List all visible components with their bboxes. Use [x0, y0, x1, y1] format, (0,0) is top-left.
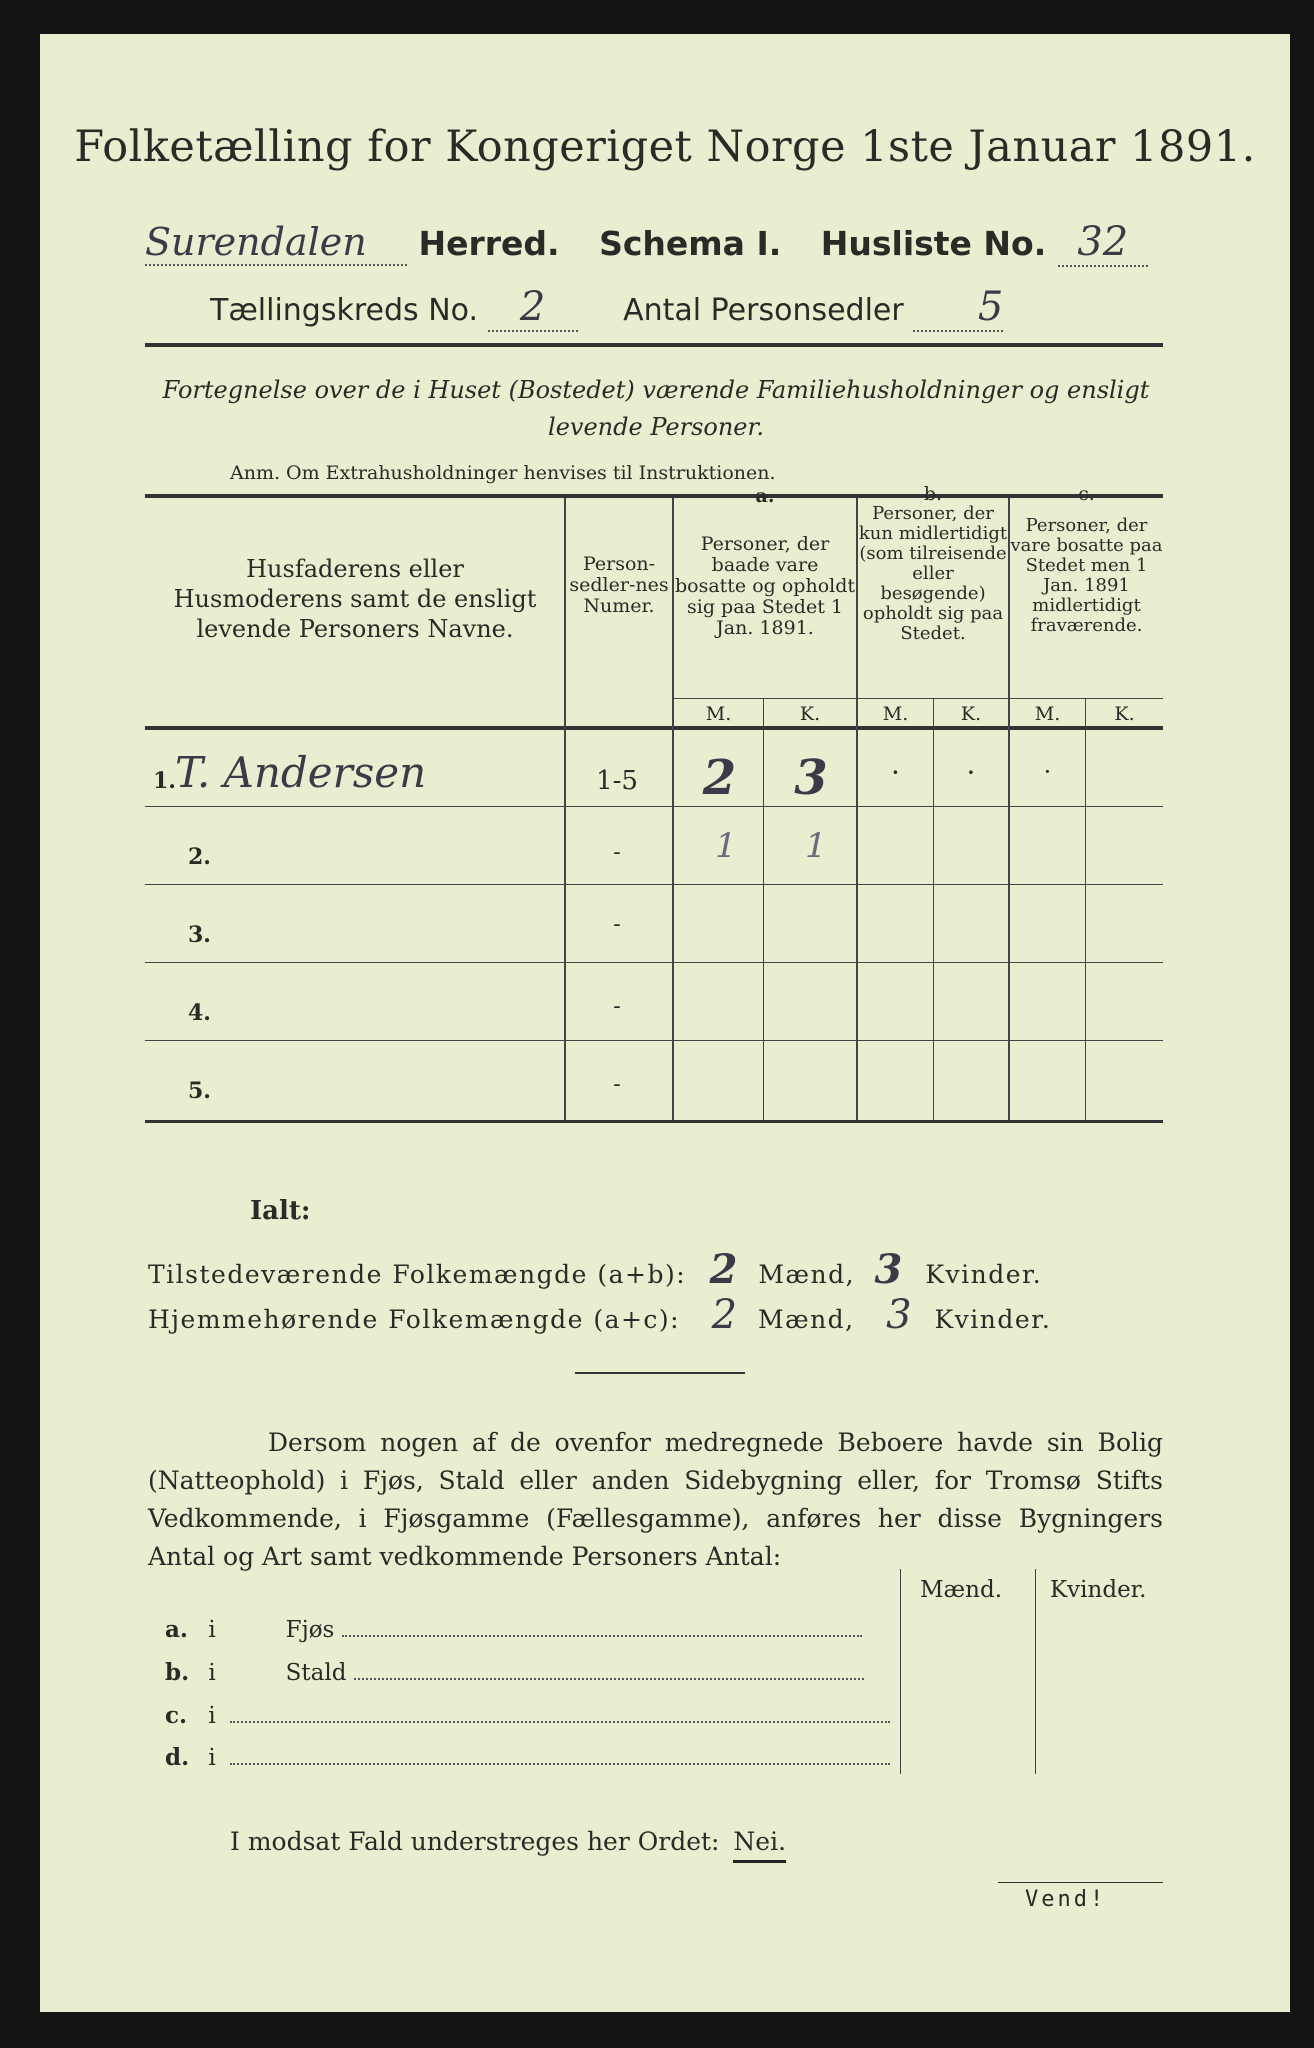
col-b-k: K. — [960, 703, 982, 725]
bld-letter: c. — [165, 1702, 188, 1729]
table-row — [145, 886, 1163, 964]
bld-letter: b. — [165, 1659, 190, 1686]
husliste-value: 32 — [1058, 219, 1148, 267]
row-num: - — [613, 912, 621, 937]
antal-value: 5 — [913, 284, 1003, 332]
col-header-a: Personer, der baade vare bosatte og opholdt sig paa Stedet 1 Jan. 1891. — [674, 533, 856, 639]
totals-line-1 — [148, 1246, 1168, 1293]
totals-line-1-k: 3 — [874, 1246, 904, 1293]
col-header-c: Personer, der vare bosatte paa Stedet men 1 Jan. 1891 midlertidigt fraværende. — [1010, 515, 1163, 636]
bld-row — [165, 1744, 895, 1771]
row-a-k: 1 — [805, 826, 827, 866]
row-b-k: · — [966, 756, 976, 789]
bld-row — [165, 1659, 895, 1686]
bld-i: i — [208, 1617, 216, 1643]
herred-label: Herred. — [418, 224, 560, 263]
row-number: 5. — [188, 1078, 211, 1104]
row-num: - — [613, 840, 621, 865]
kreds-value: 2 — [488, 284, 578, 332]
col-c-m: M. — [1034, 703, 1061, 725]
table-bottom-rule — [145, 1120, 1163, 1123]
table-row — [145, 964, 1163, 1042]
schema-label: Schema I. — [599, 224, 782, 263]
header-line — [145, 219, 1148, 267]
bld-col-maend: Mænd. — [920, 1577, 1003, 1603]
bld-i: i — [208, 1660, 216, 1686]
header-rule — [145, 343, 1163, 347]
modsat-text: I modsat Fald understreges her Ordet: — [230, 1827, 720, 1856]
bld-dotted-line — [230, 1721, 890, 1723]
bld-i: i — [208, 1745, 216, 1771]
row-line — [145, 1040, 1163, 1041]
row-line — [145, 962, 1163, 963]
totals-line-2-k: 3 — [886, 1292, 914, 1338]
row-number: 3. — [188, 922, 211, 948]
row-num: - — [613, 1072, 621, 1097]
col-b-m: M. — [882, 703, 909, 725]
modsat-line — [230, 1827, 786, 1856]
bld-label: Fjøs — [285, 1617, 335, 1643]
row-a-k: 3 — [794, 750, 828, 806]
row-num: - — [613, 994, 621, 1019]
row-b-m: · — [891, 756, 900, 789]
herred-value: Surendalen — [145, 220, 407, 266]
short-divider — [575, 1372, 745, 1374]
census-form-page — [40, 34, 1290, 2012]
row-number: 4. — [188, 1000, 211, 1026]
ialt-label: Ialt: — [250, 1196, 311, 1226]
antal-label: Antal Personsedler — [623, 293, 904, 328]
col-header-num: Person-sedler-nes Numer. — [569, 553, 669, 617]
bld-dotted-line — [230, 1763, 890, 1765]
table-row — [145, 1042, 1163, 1120]
row-name: T. Andersen — [175, 748, 427, 797]
row-number: 1. — [153, 768, 176, 794]
bld-letter: d. — [165, 1744, 190, 1771]
row-a-m: 1 — [715, 826, 737, 866]
nei-word: Nei. — [733, 1827, 786, 1863]
bld-label: Stald — [285, 1660, 347, 1686]
maend-label: Mænd, — [758, 1260, 856, 1289]
row-a-m: 2 — [702, 750, 737, 806]
bld-divider-2 — [1035, 1569, 1036, 1774]
row-c-m: · — [1043, 758, 1052, 786]
vend-label: Vend! — [1025, 1887, 1107, 1912]
totals-line-1-label: Tilstedeværende Folkemængde (a+b): — [148, 1260, 687, 1289]
kreds-label: Tællingskreds No. — [210, 293, 478, 328]
annotation-note: Anm. Om Extrahusholdninger henvises til Instruktionen. — [230, 462, 776, 484]
table-body — [145, 730, 1163, 1120]
bld-col-kvinder: Kvinder. — [1050, 1577, 1147, 1603]
bld-i: i — [208, 1703, 216, 1729]
bld-letter: a. — [165, 1616, 188, 1643]
row-num: 1-5 — [596, 766, 638, 796]
kvinder-label: Kvinder. — [934, 1305, 1052, 1334]
mk-rule — [672, 698, 1163, 699]
bld-dotted-line — [342, 1635, 862, 1637]
totals-line-2-m: 2 — [711, 1292, 739, 1338]
kvinder-label: Kvinder. — [925, 1260, 1043, 1289]
totals-line-2-label: Hjemmehørende Folkemængde (a+c): — [148, 1305, 681, 1334]
bld-divider-1 — [900, 1569, 901, 1774]
col-b-letter: b. — [923, 483, 943, 505]
col-a-letter: a. — [755, 485, 775, 507]
col-a-k: K. — [799, 703, 821, 725]
col-c-letter: c. — [1078, 483, 1095, 505]
form-title: Folketælling for Kongeriget Norge 1ste Januar 1891. — [74, 122, 1256, 172]
bld-dotted-line — [354, 1678, 864, 1680]
col-c-k: K. — [1114, 703, 1135, 725]
kreds-line — [210, 284, 1003, 332]
row-line — [145, 806, 1163, 807]
table-row — [145, 730, 1163, 808]
form-subtitle: Fortegnelse over de i Huset (Bostedet) værende Familiehusholdninger og ensligt levende Personer. — [162, 376, 1150, 441]
table-row — [145, 808, 1163, 886]
totals-line-2 — [148, 1292, 1168, 1338]
husliste-label: Husliste No. — [820, 224, 1047, 263]
bld-row — [165, 1616, 895, 1643]
bld-row — [165, 1702, 895, 1729]
vend-rule — [998, 1882, 1163, 1883]
col-a-m: M. — [705, 703, 732, 725]
col-header-name: Husfaderens eller Husmoderens samt de ensligt levende Personers Navne. — [173, 555, 537, 643]
row-line — [145, 884, 1163, 885]
col-header-b: Personer, der kun midlertidigt (som tilreisende eller besøgende) opholdt sig paa Stedet. — [858, 503, 1008, 644]
sidebygning-paragraph: Dersom nogen af de ovenfor medregnede Beboere havde sin Bolig (Natteophold) i Fjøs, Stald eller anden Sidebygning eller, for Tromsø Stifts Vedkommende, i Fjøsgamme (Fællesgamme), anføres her disse Bygningers Antal og Art samt vedkommende Personers Antal: — [148, 1428, 1163, 1571]
maend-label: Mænd, — [757, 1305, 855, 1334]
totals-line-1-m: 2 — [709, 1246, 739, 1293]
row-number: 2. — [188, 844, 211, 870]
